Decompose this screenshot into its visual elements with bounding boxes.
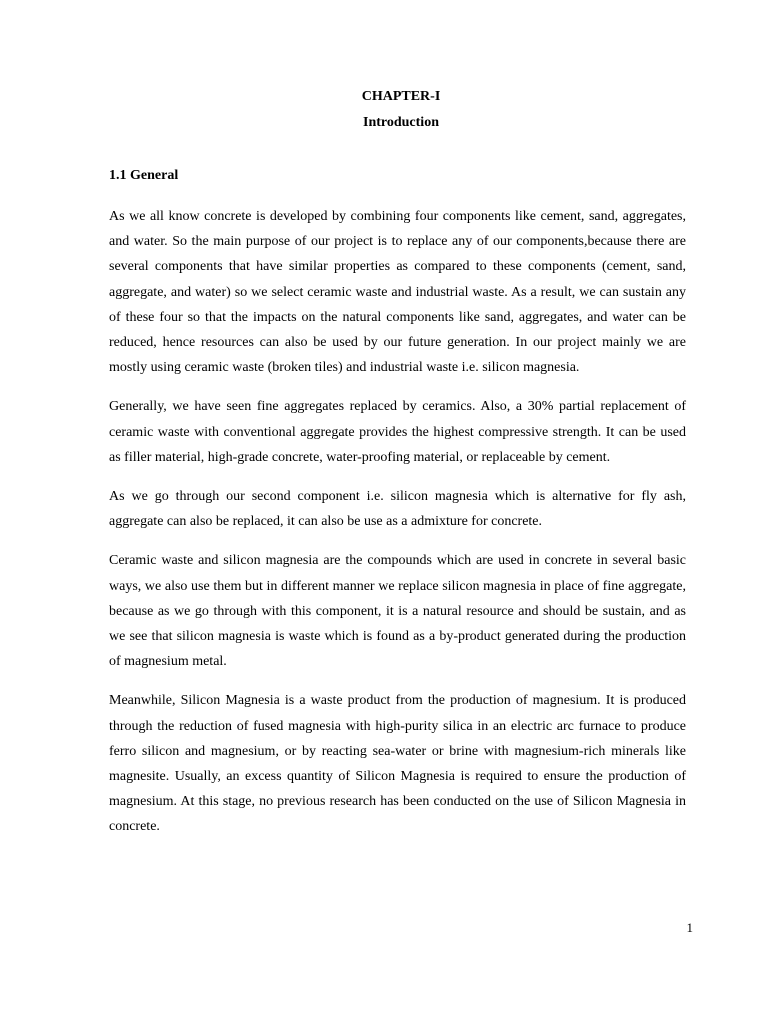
paragraph-2: Generally, we have seen fine aggregates replaced by ceramics. Also, a 30% partial replacement of ceramic waste with conventional aggregate provides the highest compressive strength. It can be used as filler material, high-grade concrete, water-proofing material, or replaceable by cement.	[109, 399, 686, 465]
body-text	[109, 204, 686, 854]
paragraph-4: Ceramic waste and silicon magnesia are the compounds which are used in concrete in several basic ways, we also use them but in different manner we replace silicon magnesia in place of fine aggregate, because as we go through with this component, it is a natural resource and should be sustain, and as we see that silicon magnesia is waste which is found as a by-product generated during the production of magnesium metal.	[109, 553, 686, 670]
section-heading: 1.1 General	[109, 168, 179, 183]
chapter-title: CHAPTER-I	[361, 89, 441, 104]
paragraph-5: Meanwhile, Silicon Magnesia is a waste product from the production of magnesium. It is produced through the reduction of fused magnesia with high-purity silica in an electric arc furnace to produce ferro silicon and magnesium, or by reacting sea-water or brine with magnesium-rich minerals like magnesite. Usually, an excess quantity of Silicon Magnesia is required to ensure the production of magnesium. At this stage, no previous research has been conducted on the use of Silicon Magnesia in concrete.	[109, 693, 686, 835]
page-number: 1	[686, 920, 693, 935]
paragraph-1: As we all know concrete is developed by combining four components like cement, sand, aggregates, and water. So the main purpose of our project is to replace any of our components,because there are several components that have similar properties as compared to these components (cement, sand, aggregate, and water) so we select ceramic waste and industrial waste. As a result, we can sustain any of these four so that the impacts on the natural components like sand, aggregates, and water can be reduced, hence resources can also be used by our future generation. In our project mainly we are mostly using ceramic waste (broken tiles) and industrial waste i.e. silicon magnesia.	[109, 209, 686, 376]
chapter-subtitle: Introduction	[363, 115, 439, 130]
paragraph-3: As we go through our second component i.e. silicon magnesia which is alternative for fly ash, aggregate can also be replaced, it can also be use as a admixture for concrete.	[109, 489, 686, 530]
